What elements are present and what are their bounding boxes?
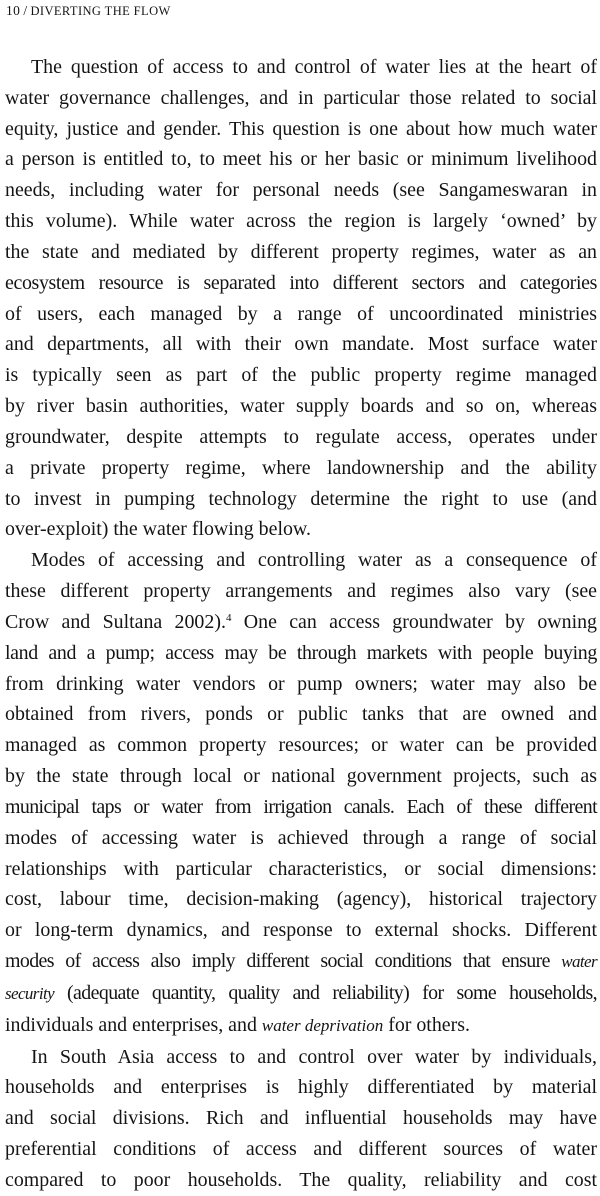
text-line (5, 1010, 597, 1042)
text-line: obtained from rivers, ponds or public tanks that are owned and (5, 703, 597, 726)
text-run: (adequate quantity, quality and reliability) for some households, (54, 981, 597, 1004)
text-line: over-exploit) the water flowing below. (5, 518, 311, 541)
text-line: Modes of accessing and controlling water as a consequence of (31, 549, 597, 572)
text-line: preferential conditions of access and different sources of water (5, 1137, 597, 1160)
text-line: and departments, all with their own mandate. Most surface water (5, 333, 597, 356)
text-line: groundwater, despite attempts to regulate access, operates under (5, 425, 597, 448)
text-line: of users, each managed by a range of uncoordinated ministries (5, 302, 597, 325)
footnote-marker: 4 (225, 611, 232, 624)
text-line: ecosystem resource is separated into different sectors and categories (5, 271, 597, 294)
text-line: and social divisions. Rich and influential households may have (5, 1107, 597, 1130)
paragraph-1 (5, 52, 597, 545)
page-number: 10 (6, 3, 21, 18)
running-head-title: DIVERTING THE FLOW (30, 4, 171, 18)
text-line: compared to poor households. The quality, reliability and cost (5, 1168, 597, 1191)
body-text (5, 52, 597, 1196)
text-line: from drinking water vendors or pump owners; water may also be (5, 672, 597, 695)
text-line: relationships with particular characteristics, or social dimensions: (5, 857, 597, 880)
text-line: households and enterprises is highly differentiated by material (5, 1076, 597, 1099)
text-line: the state and mediated by different property regimes, water as an (5, 240, 597, 263)
paragraph-3 (5, 1042, 597, 1196)
paragraph-2 (5, 545, 597, 1041)
text-line: land and a pump; access may be through markets with people buying (5, 641, 597, 664)
text-line: In South Asia access to and control over water by individuals, (31, 1045, 597, 1068)
text-line: or long-term dynamics, and response to external shocks. Different (5, 919, 597, 942)
text-line: a private property regime, where landownership and the ability (5, 456, 597, 479)
text-run: One can access groundwater by owning (231, 610, 597, 633)
running-head (6, 2, 171, 20)
text-run: individuals and enterprises, and (5, 1013, 262, 1036)
text-line: this volume). While water across the region is largely ‘owned’ by (5, 210, 597, 233)
text-line: equity, justice and gender. This question is one about how much water (5, 117, 597, 140)
text-line (5, 946, 597, 978)
text-line: by river basin authorities, water supply boards and so on, whereas (5, 395, 597, 418)
text-run: Crow and Sultana 2002). (5, 610, 226, 633)
text-line: by the state through local or national government projects, such as (5, 765, 597, 788)
text-run: modes of access also imply different social conditions that ensure (5, 950, 562, 973)
italic-term: security (5, 983, 55, 1003)
italic-term: water (561, 952, 597, 972)
text-line (5, 607, 597, 638)
text-line: The question of access to and control of water lies at the heart of (31, 56, 597, 78)
text-line: municipal taps or water from irrigation canals. Each of these different (5, 795, 597, 818)
text-line: is typically seen as part of the public property regime managed (5, 364, 597, 387)
italic-term: water deprivation (261, 1015, 384, 1035)
text-line: modes of accessing water is achieved through a range of social (5, 826, 597, 849)
text-line: these different property arrangements and regimes also vary (see (5, 580, 597, 603)
text-line (5, 978, 597, 1010)
text-run: for others. (383, 1013, 470, 1036)
text-line: needs, including water for personal needs (see Sangameswaran in (5, 179, 597, 202)
text-line: managed as common property resources; or water can be provided (5, 734, 597, 757)
text-line: to invest in pumping technology determine the right to use (and (5, 487, 597, 510)
text-line: a person is entitled to, to meet his or her basic or minimum livelihood (5, 148, 597, 171)
text-line: cost, labour time, decision-making (agency), historical trajectory (5, 888, 597, 911)
running-head-separator: / (23, 3, 28, 18)
text-line: water governance challenges, and in particular those related to social (5, 86, 597, 109)
